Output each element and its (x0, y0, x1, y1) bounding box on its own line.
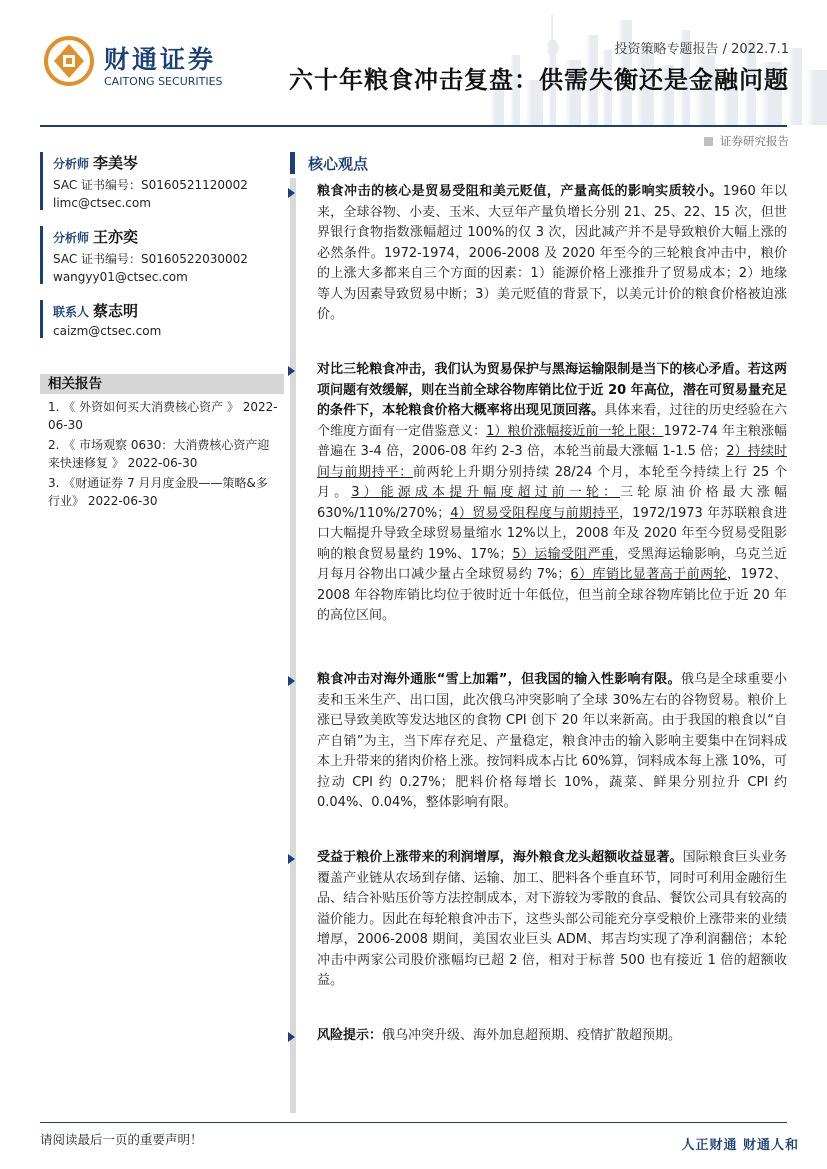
brand-name-en: CAITONG SECURITIES (104, 75, 223, 88)
analyst-role: 分析师 (53, 231, 90, 245)
related-report-link[interactable]: 3. 《财通证券 7 月月度金股——策略&多行业》 2022-06-30 (48, 476, 268, 508)
paragraph-2 (317, 360, 787, 627)
analyst-role: 分析师 (53, 157, 90, 171)
section-title: 核心观点 (308, 155, 369, 173)
paragraph-2-text: ，1972/1973 年苏联粮食进口大幅提升导致全球贸易量缩水 12%以上，2008 年及 2020 年至今贸易受阻影响的粮食贸易量约 19%、17%； (317, 505, 787, 562)
paragraph-1 (317, 182, 787, 326)
paragraph-2-point: 2）持续时间与前期持平： (317, 444, 787, 480)
paragraph-2-text: ，1972、2008 年谷物库销比均位于彼时近十年低位，但当前全球谷物库销比位于近 20 年的高位区间。 (317, 567, 787, 623)
paragraph-2-point: 1）粮价涨幅接近前一轮上限： (486, 423, 664, 439)
report-category (704, 133, 789, 149)
paragraph-2-text: 具体来看，过往的历史经验在六个维度方面有一定借鉴意义： (317, 403, 787, 439)
contact-card (40, 300, 293, 338)
report-category-label: 证券研究报告 (720, 134, 789, 148)
footer-slogan: 人正财通 财通人和 (681, 1138, 799, 1153)
footer-divider (40, 1122, 787, 1123)
analyst-card (40, 226, 293, 284)
header-divider (40, 125, 787, 127)
triangle-bullet-icon (288, 366, 295, 376)
related-report-link[interactable]: 1. 《 外资如何买大消费核心资产 》 2022-06-30 (48, 400, 278, 432)
report-title: 六十年粮食冲击复盘：供需失衡还是金融问题 (289, 66, 789, 94)
triangle-bullet-icon (288, 1032, 295, 1042)
paragraph-2-text: 前两轮上升期分别持续 28/24 个月，本轮至今持续上行 25 个月。 (317, 464, 787, 500)
analyst-email[interactable]: limc@ctsec.com (53, 196, 151, 210)
analyst-card (40, 152, 293, 210)
analyst-name: 李美岑 (93, 154, 139, 172)
paragraph-2-point: 4）贸易受阻程度与前期持平 (450, 505, 619, 521)
analyst-name: 王亦奕 (93, 228, 139, 246)
contact-role: 联系人 (53, 305, 90, 319)
related-reports-list (48, 398, 278, 512)
paragraph-2-point: 5）运输受阻严重 (512, 546, 615, 562)
paragraph-1-body: 1960 年以来，全球谷物、小麦、玉米、大豆年产量负增长分别 21、25、22、15 次，但世界银行食物指数涨幅超过 100%的仅 3 次，因此减产并不是导致粮价大幅上涨的必然条件。1972-1974，2006-2008 及 2020 年至今的三轮粮食冲击中，粮价的上涨大多都来自三个方面的因素：1）能源价格上涨推升了贸易成本；2）地缘等人为因素导致贸易中断；3）美元贬值的背景下，以美元计价的粮食价格被迫涨价。 (317, 184, 787, 322)
contact-email[interactable]: caizm@ctsec.com (53, 324, 162, 338)
paragraph-2-text: ，受黑海运输影响，乌克兰近月每月谷物出口减少量占全球贸易约 7%； (317, 546, 787, 582)
paragraph-4-body: 国际粮食巨头业务覆盖产业链从农场到存储、运输、加工、肥料各个垂直环节，同时可利用金融衍生品、结合补贴压价等方法控制成本，对下游较为零散的食品、餐饮公司具有较高的溢价能力。因此在每轮粮食冲击下，这些头部公司能充分享受粮价上涨带来的业绩增厚，2006-2008 期间，美国农业巨头 ADM、邦吉均实现了净利润翻倍；本轮冲击中两家公司股价涨幅均已超 2 倍，相对于标普 500 也有接近 1 倍的超额收益。 (317, 850, 787, 988)
triangle-bullet-icon (288, 676, 295, 686)
paragraph-3-lead: 粮食冲击对海外通胀“雪上加霜”，但我国的输入性影响有限。 (317, 672, 681, 687)
risk-warning-body: 俄乌冲突升级、海外加息超预期、疫情扩散超预期。 (382, 1028, 682, 1043)
paragraph-2-point: 3）能源成本提升幅度超过前一轮： (351, 485, 621, 500)
report-type-date: 投资策略专题报告 / 2022.7.1 (614, 42, 789, 57)
section-marker (290, 152, 295, 174)
analyst-cert: SAC 证书编号：S0160522030002 (53, 252, 248, 266)
paragraph-2-text: 1972-74 年主粮涨幅普遍在 3-4 倍，2006-08 年约 2-3 倍，本轮当前最大涨幅 1-1.5 倍； (317, 423, 787, 459)
paragraph-4 (317, 848, 787, 992)
contact-name: 蔡志明 (93, 302, 139, 320)
analyst-cert: SAC 证书编号：S0160521120002 (53, 178, 248, 192)
related-report-link[interactable]: 2. 《 市场观察 0630：大消费核心资产迎来快速修复 》 2022-06-30 (48, 438, 270, 470)
paragraph-2-point: 6）库销比显著高于前两轮 (570, 567, 727, 582)
risk-warning (317, 1026, 787, 1047)
caitong-logo-icon (44, 36, 94, 86)
paragraph-1-lead: 粮食冲击的核心是贸易受阻和美元贬值，产量高低的影响实质较小。 (317, 184, 723, 199)
footer-disclaimer-note: 请阅读最后一页的重要声明！ (40, 1132, 203, 1147)
side-divider (290, 178, 296, 1113)
square-icon (704, 137, 713, 146)
brand-name-cn: 财通证券 (104, 45, 217, 74)
risk-warning-label: 风险提示： (317, 1028, 383, 1043)
paragraph-4-lead: 受益于粮价上涨带来的利润增厚，海外粮食龙头超额收益显著。 (317, 850, 683, 865)
paragraph-2-text: 三轮原油价格最大涨幅 630%/110%/270%； (317, 485, 787, 521)
triangle-bullet-icon (288, 854, 295, 864)
paragraph-3 (317, 670, 787, 814)
related-reports-header: 相关报告 (40, 374, 284, 394)
analyst-email[interactable]: wangyy01@ctsec.com (53, 270, 188, 284)
paragraph-3-body: 俄乌是全球重要小麦和玉米生产、出口国，此次俄乌冲突影响了全球 30%左右的谷物贸易。粮价上涨已导致美欧等发达地区的食物 CPI 创下 20 年以来新高。由于我国的粮食以“自产自销”为主，当下库存充足、产量稳定，粮食冲击的输入影响主要集中在饲料成本上升带来的猪肉价格上涨。按饲料成本占比 60%算，饲料成本每上涨 10%，可拉动 CPI 约 0.27%；肥料价格每增长 10%，蔬菜、鲜果分别拉升 CPI 约 0.04%、0.04%，整体影响有限。 (317, 672, 787, 810)
paragraph-2-lead: 对比三轮粮食冲击，我们认为贸易保护与黑海运输限制是当下的核心矛盾。若这两项问题有效缓解，则在当前全球谷物库销比位于近 20 年高位，潜在可贸易量充足的条件下，本轮粮食价格大概率将出现见顶回落。 (317, 362, 787, 418)
triangle-bullet-icon (288, 188, 295, 198)
